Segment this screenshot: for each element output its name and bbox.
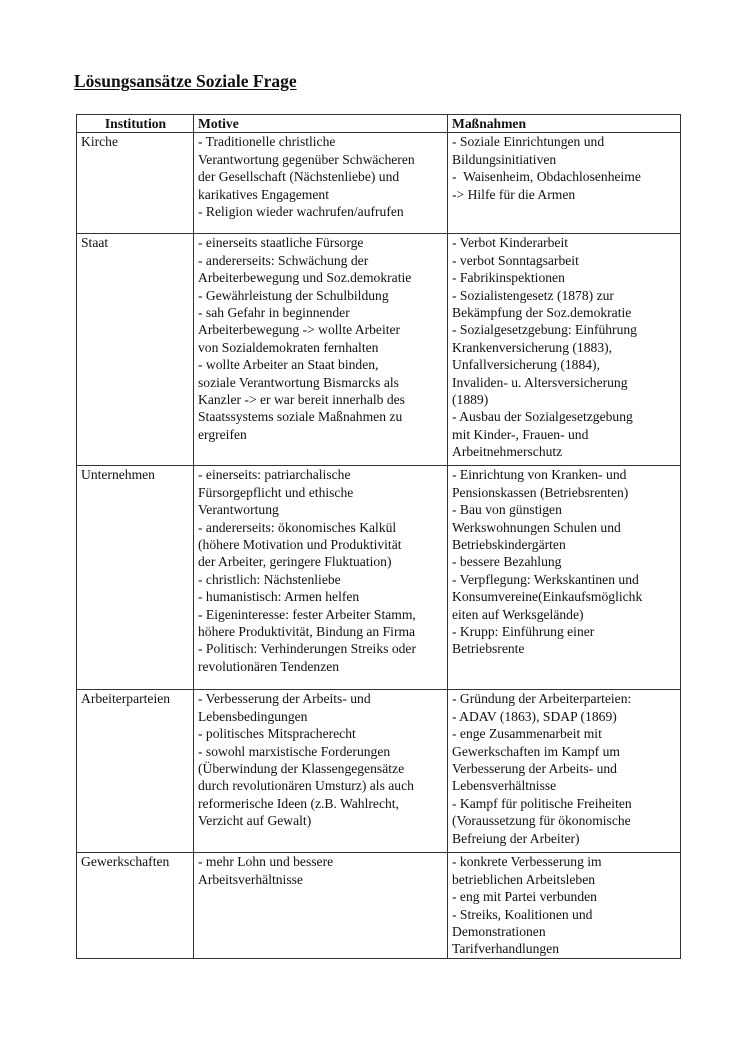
cell-line: eiten auf Werksgelände) xyxy=(452,606,584,622)
cell-line: Werkswohnungen Schulen und xyxy=(452,519,621,535)
cell-line: - Gründung der Arbeiterparteien: xyxy=(452,691,632,707)
cell-line: - mehr Lohn und bessere xyxy=(198,854,334,870)
cell-institution: Staat xyxy=(77,234,194,466)
cell-line: Lebensbedingungen xyxy=(198,708,308,724)
cell-line: - Kampf für politische Freiheiten xyxy=(452,795,632,811)
cell-line: ergreifen xyxy=(198,426,247,442)
cell-line: Kanzler -> er war bereit innerhalb des xyxy=(198,392,405,408)
cell-line: Konsumvereine(Einkaufsmöglichk xyxy=(452,589,643,605)
cell-line: - eng mit Partei verbunden xyxy=(452,889,597,905)
cell-motive xyxy=(194,466,448,690)
cell-line: (höhere Motivation und Produktivität xyxy=(198,537,402,553)
cell-massnahmen xyxy=(448,234,681,466)
cell-line: - einerseits staatliche Fürsorge xyxy=(198,235,364,251)
cell-line: durch revolutionären Umsturz) als auch xyxy=(198,778,414,794)
cell-line: Verantwortung gegenüber Schwächeren xyxy=(198,151,415,167)
cell-line: - Sozialgesetzgebung: Einführung xyxy=(452,322,637,338)
cell-line: - Einrichtung von Kranken- und xyxy=(452,467,627,483)
cell-motive xyxy=(194,234,448,466)
cell-massnahmen xyxy=(448,133,681,234)
cell-line: - einerseits: patriarchalische xyxy=(198,467,351,483)
cell-line: - andererseits: ökonomisches Kalkül xyxy=(198,519,397,535)
cell-line: höhere Produktivität, Bindung an Firma xyxy=(198,624,416,640)
cell-line: Fürsorgepflicht und ethische xyxy=(198,484,354,500)
table-header-row xyxy=(77,115,681,133)
solutions-table xyxy=(76,114,681,959)
cell-line: Pensionskassen (Betriebsrenten) xyxy=(452,484,629,500)
table-row-unternehmen xyxy=(77,466,681,690)
cell-line: Verbesserung der Arbeits- und xyxy=(452,761,617,777)
cell-line: Staatssystems soziale Maßnahmen zu xyxy=(198,409,403,425)
cell-massnahmen xyxy=(448,690,681,853)
cell-line: soziale Verantwortung Bismarcks als xyxy=(198,374,399,390)
cell-line: Arbeiterbewegung und Soz.demokratie xyxy=(198,270,412,286)
cell-institution: Unternehmen xyxy=(77,466,194,690)
cell-line: - Traditionelle christliche xyxy=(198,134,336,150)
cell-line: - andererseits: Schwächung der xyxy=(198,252,369,268)
cell-line: Gewerkschaften im Kampf um xyxy=(452,743,620,759)
header-motive: Motive xyxy=(194,115,448,133)
cell-line: - Sozialistengesetz (1878) zur xyxy=(452,287,614,303)
cell-institution: Kirche xyxy=(77,133,194,234)
page-title: Lösungsansätze Soziale Frage xyxy=(74,71,297,91)
cell-motive xyxy=(194,133,448,234)
cell-line: Betriebskindergärten xyxy=(452,537,566,553)
cell-motive xyxy=(194,853,448,958)
cell-line: - Politisch: Verhinderungen Streiks oder xyxy=(198,641,416,657)
cell-line: - Verbesserung der Arbeits- und xyxy=(198,691,371,707)
header-massnahmen: Maßnahmen xyxy=(448,115,681,133)
cell-line: Invaliden- u. Altersversicherung xyxy=(452,374,628,390)
cell-line: - Verbot Kinderarbeit xyxy=(452,235,569,251)
cell-line: (Überwindung der Klassengegensätze xyxy=(198,761,405,777)
cell-line: - Krupp: Einführung einer xyxy=(452,624,595,640)
cell-massnahmen xyxy=(448,853,681,958)
cell-line: betrieblichen Arbeitsleben xyxy=(452,871,596,887)
cell-line: Demonstrationen xyxy=(452,924,546,940)
table-row-arbeiterparteien xyxy=(77,690,681,853)
cell-line: (1889) xyxy=(452,392,489,408)
cell-line: Befreiung der Arbeiter) xyxy=(452,830,580,846)
cell-line: - Ausbau der Sozialgesetzgebung xyxy=(452,409,633,425)
cell-line: - bessere Bezahlung xyxy=(452,554,562,570)
cell-line: Bekämpfung der Soz.demokratie xyxy=(452,305,632,321)
cell-line: - Gewährleistung der Schulbildung xyxy=(198,287,389,303)
cell-line: - Streiks, Koalitionen und xyxy=(452,906,593,922)
cell-line: (Voraussetzung für ökonomische xyxy=(452,813,631,829)
cell-line: - Fabrikinspektionen xyxy=(452,270,565,286)
cell-line: Tarifverhandlungen xyxy=(452,941,559,957)
table-row-kirche xyxy=(77,133,681,234)
cell-line: - Religion wieder wachrufen/aufrufen xyxy=(198,204,404,220)
cell-line: - christlich: Nächstenliebe xyxy=(198,571,341,587)
cell-line: - Soziale Einrichtungen und xyxy=(452,134,605,150)
cell-line: - wollte Arbeiter an Staat binden, xyxy=(198,357,379,373)
cell-line: Arbeiterbewegung -> wollte Arbeiter xyxy=(198,322,401,338)
header-institution: Institution xyxy=(77,115,194,133)
cell-line: - Bau von günstigen xyxy=(452,502,562,518)
cell-line: - Waisenheim, Obdachlosenheime xyxy=(452,169,641,185)
cell-line: - konkrete Verbesserung im xyxy=(452,854,602,870)
cell-line: mit Kinder-, Frauen- und xyxy=(452,426,589,442)
cell-line: - Verpflegung: Werkskantinen und xyxy=(452,571,639,587)
cell-line: Verantwortung xyxy=(198,502,279,518)
cell-line: - Eigeninteresse: fester Arbeiter Stamm, xyxy=(198,606,416,622)
cell-line: der Gesellschaft (Nächstenliebe) und xyxy=(198,169,400,185)
cell-line: Lebensverhältnisse xyxy=(452,778,557,794)
cell-line: reformerische Ideen (z.B. Wahlrecht, xyxy=(198,795,399,811)
cell-line: Arbeitnehmerschutz xyxy=(452,444,563,460)
cell-line: - verbot Sonntagsarbeit xyxy=(452,252,579,268)
cell-line: Betriebsrente xyxy=(452,641,525,657)
cell-line: revolutionären Tendenzen xyxy=(198,658,340,674)
cell-line: Verzicht auf Gewalt) xyxy=(198,813,312,829)
cell-line: - ADAV (1863), SDAP (1869) xyxy=(452,708,617,724)
table-body xyxy=(77,133,681,958)
cell-massnahmen xyxy=(448,466,681,690)
cell-line: - sah Gefahr in beginnender xyxy=(198,305,350,321)
cell-line: der Arbeiter, geringere Fluktuation) xyxy=(198,554,392,570)
cell-line: - enge Zusammenarbeit mit xyxy=(452,726,602,742)
cell-line: von Sozialdemokraten fernhalten xyxy=(198,339,379,355)
cell-line: Arbeitsverhältnisse xyxy=(198,871,303,887)
cell-institution: Arbeiterparteien xyxy=(77,690,194,853)
cell-line: karikatives Engagement xyxy=(198,186,329,202)
cell-line: -> Hilfe für die Armen xyxy=(452,186,576,202)
cell-line: Bildungsinitiativen xyxy=(452,151,557,167)
cell-line: - humanistisch: Armen helfen xyxy=(198,589,360,605)
cell-line: - politisches Mitspracherecht xyxy=(198,726,356,742)
cell-line: Unfallversicherung (1884), xyxy=(452,357,600,373)
cell-institution: Gewerkschaften xyxy=(77,853,194,958)
table-row-gewerkschaften xyxy=(77,853,681,958)
table-row-staat xyxy=(77,234,681,466)
cell-line: - sowohl marxistische Forderungen xyxy=(198,743,391,759)
cell-motive xyxy=(194,690,448,853)
cell-line: Krankenversicherung (1883), xyxy=(452,339,613,355)
